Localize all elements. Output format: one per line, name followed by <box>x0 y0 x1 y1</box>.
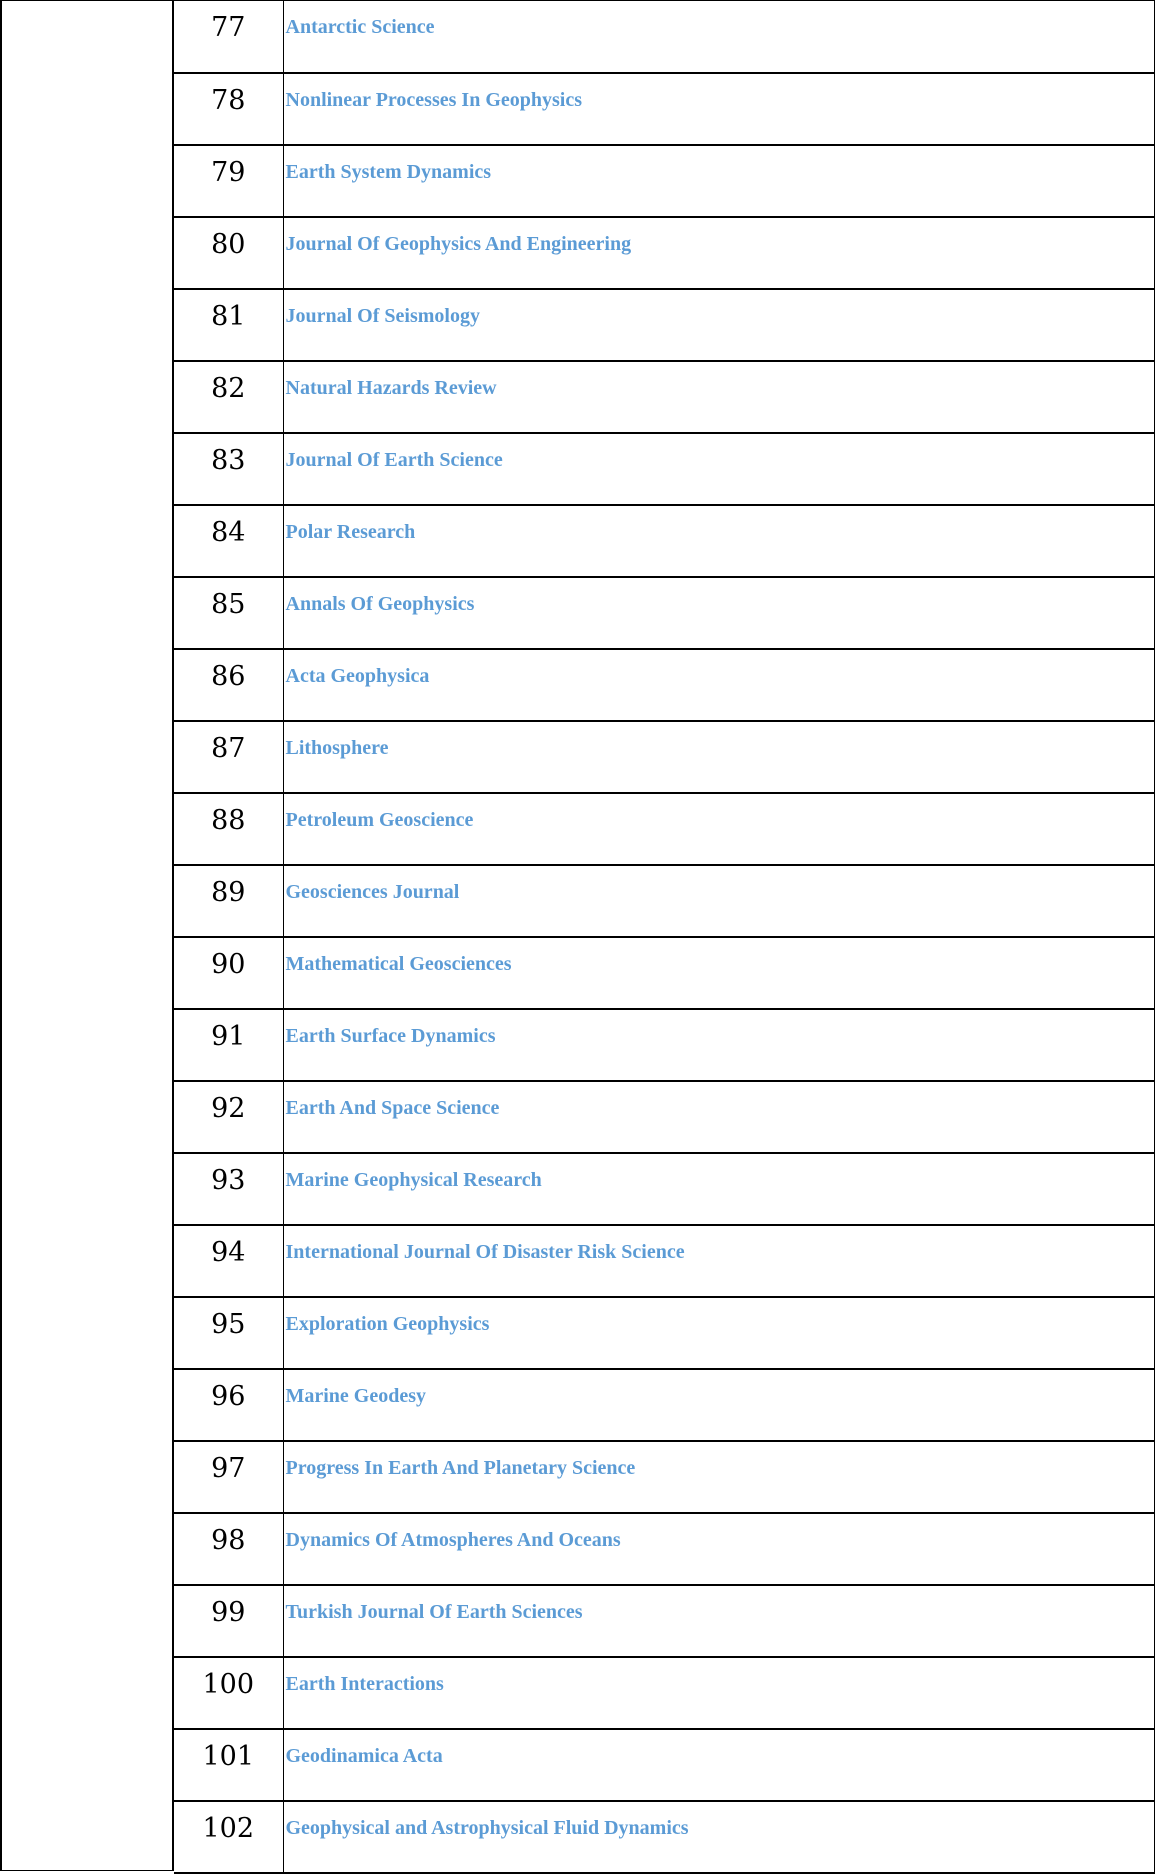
journal-name-cell <box>283 1297 1155 1369</box>
journal-name-cell <box>283 1369 1155 1441</box>
row-number: 96 <box>174 1369 283 1441</box>
row-number: 92 <box>174 1081 283 1153</box>
journal-link[interactable]: Marine Geodesy <box>285 1384 427 1407</box>
journal-link[interactable]: Turkish Journal Of Earth Sciences <box>285 1600 583 1623</box>
table-row <box>174 865 1155 937</box>
journal-name-cell <box>283 577 1155 649</box>
journal-name-cell <box>283 73 1155 145</box>
table-row <box>174 1513 1155 1585</box>
journal-name-cell <box>283 1009 1155 1081</box>
journal-name-cell <box>283 361 1155 433</box>
journal-link[interactable]: Nonlinear Processes In Geophysics <box>285 88 582 111</box>
journal-name-cell <box>283 1225 1155 1297</box>
row-number: 83 <box>174 433 283 505</box>
row-number: 90 <box>174 937 283 1009</box>
row-number: 98 <box>174 1513 283 1585</box>
row-number: 87 <box>174 721 283 793</box>
table-row <box>174 1009 1155 1081</box>
journal-link[interactable]: Acta Geophysica <box>285 664 430 687</box>
journal-link[interactable]: Annals Of Geophysics <box>285 592 475 615</box>
row-number: 95 <box>174 1297 283 1369</box>
journal-name-cell <box>283 1801 1155 1873</box>
row-number: 77 <box>174 1 283 73</box>
journal-table <box>174 0 1155 1874</box>
table-row <box>174 1801 1155 1873</box>
row-number: 93 <box>174 1153 283 1225</box>
journal-name-cell <box>283 505 1155 577</box>
journal-name-cell <box>283 1657 1155 1729</box>
table-row <box>174 145 1155 217</box>
row-number: 80 <box>174 217 283 289</box>
table-row <box>174 577 1155 649</box>
table-row <box>174 721 1155 793</box>
journal-link[interactable]: Polar Research <box>285 520 416 543</box>
row-number: 86 <box>174 649 283 721</box>
journal-link[interactable]: Marine Geophysical Research <box>285 1168 542 1191</box>
journal-link[interactable]: Journal Of Geophysics And Engineering <box>285 232 632 255</box>
journal-name-cell <box>283 649 1155 721</box>
row-number: 78 <box>174 73 283 145</box>
journal-name-cell <box>283 793 1155 865</box>
row-number: 85 <box>174 577 283 649</box>
table-row <box>174 1297 1155 1369</box>
row-number: 91 <box>174 1009 283 1081</box>
journal-link[interactable]: Journal Of Earth Science <box>285 448 503 471</box>
row-number: 100 <box>174 1657 283 1729</box>
row-number: 79 <box>174 145 283 217</box>
journal-name-cell <box>283 433 1155 505</box>
journal-link[interactable]: Geophysical and Astrophysical Fluid Dynamics <box>285 1816 689 1839</box>
journal-name-cell <box>283 721 1155 793</box>
journal-link[interactable]: Mathematical Geosciences <box>285 952 512 975</box>
table-row <box>174 289 1155 361</box>
journal-link[interactable]: Antarctic Science <box>285 16 435 38</box>
table-row <box>174 73 1155 145</box>
row-number: 89 <box>174 865 283 937</box>
journal-name-cell <box>283 1585 1155 1657</box>
journal-link[interactable]: Dynamics Of Atmospheres And Oceans <box>285 1528 621 1551</box>
journal-name-cell <box>283 289 1155 361</box>
row-number: 82 <box>174 361 283 433</box>
journal-name-cell <box>283 1153 1155 1225</box>
table-row <box>174 1081 1155 1153</box>
journal-table-body <box>174 1 1155 1873</box>
journal-link[interactable]: International Journal Of Disaster Risk Science <box>285 1240 685 1263</box>
row-number: 84 <box>174 505 283 577</box>
row-number: 81 <box>174 289 283 361</box>
table-row <box>174 433 1155 505</box>
journal-link[interactable]: Earth Surface Dynamics <box>285 1024 496 1047</box>
journal-link[interactable]: Progress In Earth And Planetary Science <box>285 1456 636 1479</box>
journal-link[interactable]: Petroleum Geoscience <box>285 808 474 831</box>
row-number: 97 <box>174 1441 283 1513</box>
journal-link[interactable]: Geodinamica Acta <box>285 1744 443 1767</box>
journal-name-cell <box>283 937 1155 1009</box>
table-row <box>174 649 1155 721</box>
journal-name-cell <box>283 217 1155 289</box>
row-number: 101 <box>174 1729 283 1801</box>
row-number: 88 <box>174 793 283 865</box>
table-row <box>174 1153 1155 1225</box>
journal-name-cell <box>283 1 1155 73</box>
table-row <box>174 1657 1155 1729</box>
journal-link[interactable]: Earth System Dynamics <box>285 160 492 183</box>
row-number: 94 <box>174 1225 283 1297</box>
journal-link[interactable]: Earth And Space Science <box>285 1096 500 1119</box>
journal-link[interactable]: Earth Interactions <box>285 1672 444 1695</box>
table-row <box>174 793 1155 865</box>
table-row <box>174 217 1155 289</box>
table-row <box>174 505 1155 577</box>
table-row <box>174 1225 1155 1297</box>
table-row <box>174 1585 1155 1657</box>
table-row <box>174 1729 1155 1801</box>
journal-name-cell <box>283 1729 1155 1801</box>
journal-link[interactable]: Journal Of Seismology <box>285 304 480 327</box>
journal-link[interactable]: Natural Hazards Review <box>285 376 497 399</box>
table-row <box>174 1 1155 73</box>
journal-name-cell <box>283 145 1155 217</box>
table-row <box>174 1369 1155 1441</box>
journal-link[interactable]: Exploration Geophysics <box>285 1312 490 1335</box>
category-cell <box>0 0 174 1871</box>
journal-name-cell <box>283 1513 1155 1585</box>
journal-name-cell <box>283 1081 1155 1153</box>
journal-link[interactable]: Geosciences Journal <box>285 880 460 903</box>
table-row <box>174 937 1155 1009</box>
table-row <box>174 361 1155 433</box>
row-number: 99 <box>174 1585 283 1657</box>
row-number: 102 <box>174 1801 283 1873</box>
journal-link[interactable]: Lithosphere <box>285 736 389 759</box>
journal-name-cell <box>283 865 1155 937</box>
journal-name-cell <box>283 1441 1155 1513</box>
table-row <box>174 1441 1155 1513</box>
